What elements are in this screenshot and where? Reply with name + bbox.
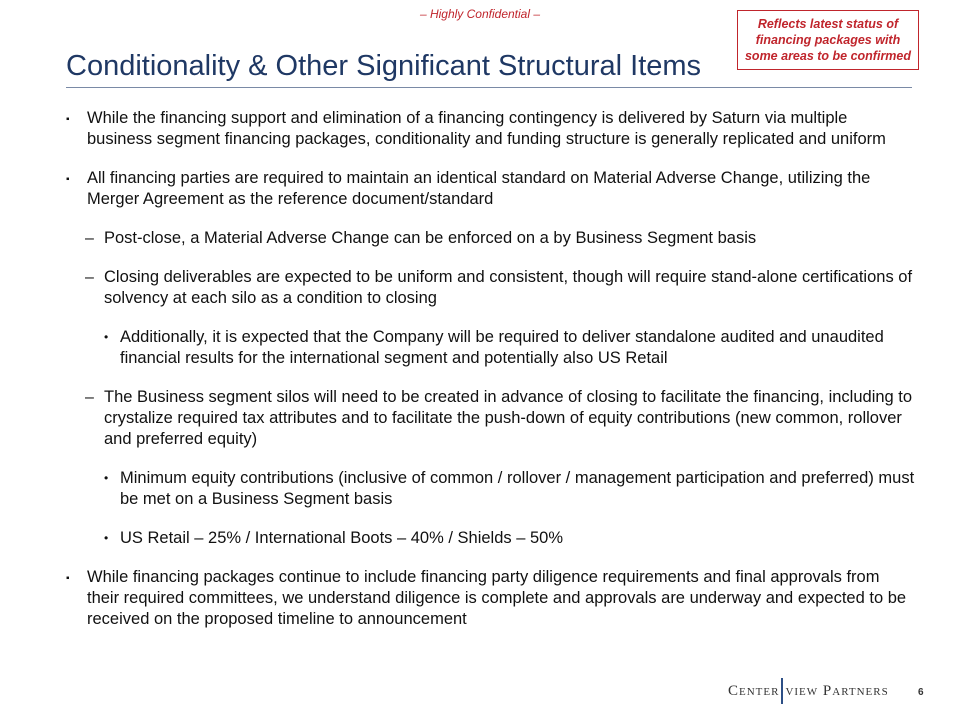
confidentiality-label: – Highly Confidential –: [419, 7, 541, 21]
logo-text-left: Center: [728, 682, 780, 699]
square-bullet-icon: ▪: [66, 114, 70, 125]
page-title: Conditionality & Other Significant Structural Items: [66, 50, 702, 82]
sub-bullet-text: Closing deliverables are expected to be uniform and consistent, though will require stand-alone certifications of solvency at each silo as a condition to closing: [104, 268, 913, 307]
company-logo: [728, 680, 889, 702]
bullet-text: While financing packages continue to include financing party diligence requirements and final approvals from their required committees, we understand diligence is complete and approvals are underway and expected to be received on the proposed timeline to announcement: [87, 568, 907, 628]
sub-sub-bullet-text: US Retail – 25% / International Boots – 40% / Shields – 50%: [120, 529, 564, 547]
bullet-item: [66, 108, 916, 150]
sub-sub-bullet-item: [66, 327, 916, 369]
dash-bullet-icon: –: [85, 269, 94, 286]
dot-bullet-icon: •: [104, 471, 109, 485]
sub-bullet-text: The Business segment silos will need to be created in advance of closing to facilitate the financing, including to crystalize required tax attributes and to facilitate the push-down of equity contributions (new common, rollover and preferred equity): [104, 388, 913, 448]
logo-text-right: view Partners: [785, 682, 889, 699]
dash-bullet-icon: –: [85, 389, 94, 406]
dot-bullet-icon: •: [104, 531, 109, 545]
page-number: 6: [918, 687, 924, 698]
sub-sub-bullet-item: [66, 468, 916, 510]
square-bullet-icon: ▪: [66, 573, 70, 584]
bullet-list: [66, 108, 916, 648]
sub-sub-bullet-text: Minimum equity contributions (inclusive of common / rollover / management participation and preferred) must be met on a Business Segment basis: [120, 469, 915, 508]
square-bullet-icon: ▪: [66, 174, 70, 185]
sub-bullet-item: [66, 267, 916, 309]
bullet-item: [66, 168, 916, 210]
bullet-text: While the financing support and elimination of a financing contingency is delivered by Saturn via multiple business segment financing packages, conditionality and funding structure is generally replicated and uniform: [87, 109, 886, 148]
sub-bullet-item: [66, 228, 916, 249]
sub-sub-bullet-text: Additionally, it is expected that the Company will be required to deliver standalone audited and unaudited financial results for the international segment and potentially also US Retail: [120, 328, 884, 367]
logo-divider: [781, 678, 783, 704]
title-divider: [66, 87, 912, 88]
status-note-box: Reflects latest status of financing packages with some areas to be confirmed: [737, 10, 919, 70]
sub-bullet-item: [66, 387, 916, 450]
dot-bullet-icon: •: [104, 330, 109, 344]
sub-sub-bullet-item: [66, 528, 916, 549]
dash-bullet-icon: –: [85, 230, 94, 247]
sub-bullet-text: Post-close, a Material Adverse Change can be enforced on a by Business Segment basis: [104, 229, 757, 247]
bullet-item: [66, 567, 916, 630]
bullet-text: All financing parties are required to maintain an identical standard on Material Adverse Change, utilizing the Merger Agreement as the reference document/standard: [87, 169, 871, 208]
